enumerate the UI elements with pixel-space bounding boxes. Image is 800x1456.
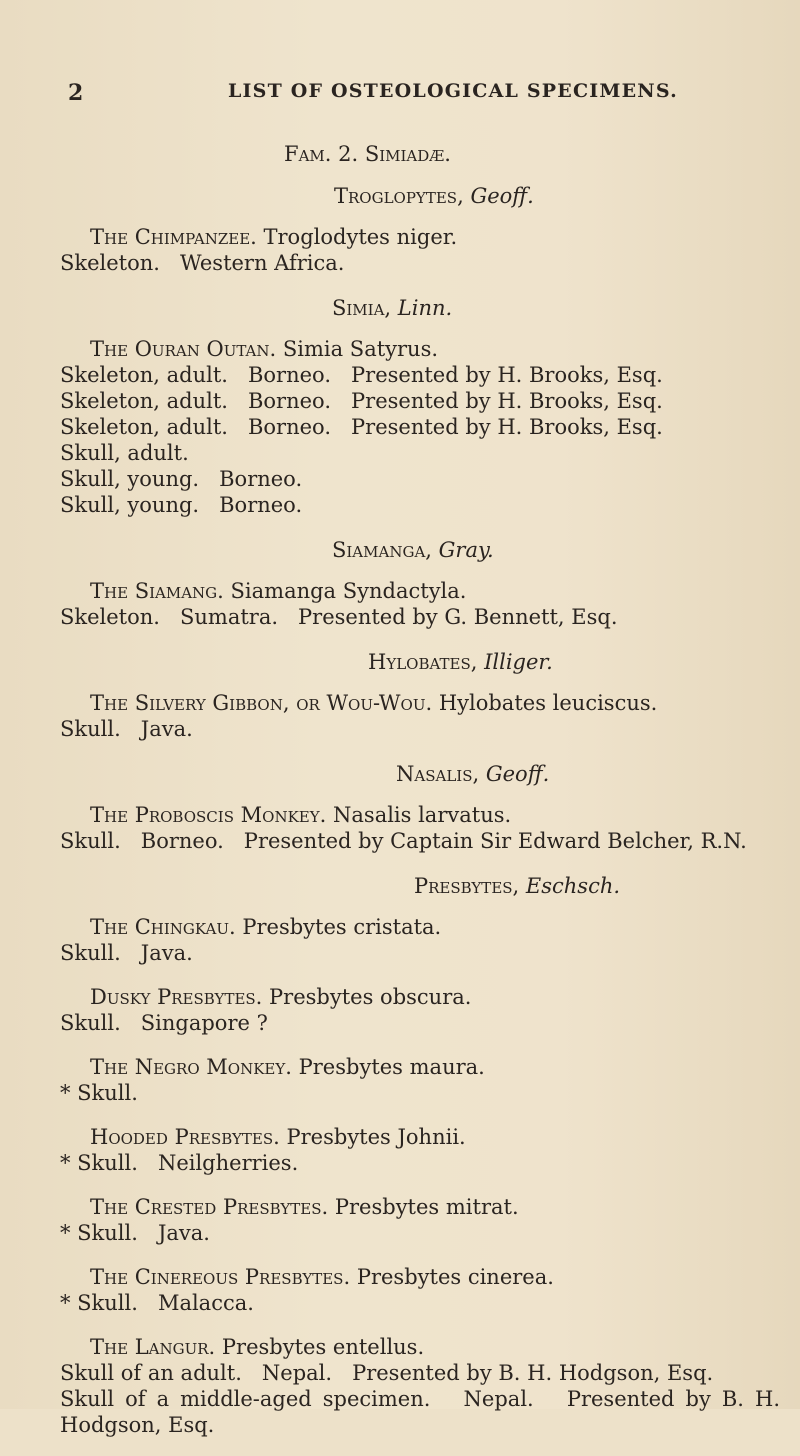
species-entry xyxy=(60,336,780,518)
latin-name: Presbytes obscura. xyxy=(269,985,472,1009)
specimen-line: Skull, adult. xyxy=(60,441,189,465)
species-entry xyxy=(60,802,780,854)
species-entry xyxy=(60,1054,780,1106)
genus-authority: Geoff. xyxy=(485,762,550,786)
species-entry xyxy=(60,914,780,966)
genus-authority: Illiger. xyxy=(484,650,553,674)
common-name: The Chimpanzee. xyxy=(90,225,257,249)
genus-heading xyxy=(60,648,780,676)
species-line xyxy=(60,1334,780,1360)
specimen-line: Skeleton. Sumatra. Presented by G. Bennett, Esq. xyxy=(60,605,618,629)
specimen-line: Skull of an adult. Nepal. Presented by B. H. Hodgson, Esq. xyxy=(60,1361,714,1385)
specimen-line: Skull. Singapore ? xyxy=(60,1011,268,1035)
genus-name: Nasalis, xyxy=(396,762,480,786)
specimen-line: * Skull. Neilgherries. xyxy=(60,1151,299,1175)
species-line xyxy=(60,1264,780,1290)
specimen-line: Skull, young. Borneo. xyxy=(60,467,303,491)
genus-heading xyxy=(60,536,780,564)
genus-name: Hylobates, xyxy=(368,650,478,674)
specimen-line: * Skull. Java. xyxy=(60,1221,210,1245)
common-name: The Siamang. xyxy=(90,579,224,603)
latin-name: Siamanga Syndactyla. xyxy=(230,579,467,603)
common-name: Hooded Presbytes. xyxy=(90,1125,280,1149)
latin-name: Presbytes cristata. xyxy=(242,915,442,939)
specimen-line: Skull. Java. xyxy=(60,941,193,965)
latin-name: Presbytes Johnii. xyxy=(286,1125,466,1149)
genus-authority: Linn. xyxy=(397,296,453,320)
species-line xyxy=(60,1194,780,1220)
specimen-line: * Skull. Malacca. xyxy=(60,1291,254,1315)
specimen-line: Skull. Java. xyxy=(60,717,193,741)
genus-heading xyxy=(60,760,780,788)
genus-name: Troglopytes, xyxy=(334,184,464,208)
specimen-line: * Skull. xyxy=(60,1081,138,1105)
species-entry xyxy=(60,1194,780,1246)
species-entry xyxy=(60,578,780,630)
common-name: The Chingkau. xyxy=(90,915,236,939)
species-line xyxy=(60,802,780,828)
genus-authority: Geoff. xyxy=(470,184,534,208)
species-line xyxy=(60,336,780,362)
species-line xyxy=(60,578,780,604)
latin-name: Hylobates leuciscus. xyxy=(438,691,658,715)
specimen-line: Skull, young. Borneo. xyxy=(60,493,303,517)
common-name: The Crested Presbytes. xyxy=(90,1195,329,1219)
genus-name: Simia, xyxy=(332,296,392,320)
latin-name: Presbytes cinerea. xyxy=(356,1265,554,1289)
specimen-line: Skeleton. Western Africa. xyxy=(60,251,345,275)
species-entry xyxy=(60,1334,787,1438)
genus-heading xyxy=(60,872,780,900)
latin-name: Presbytes maura. xyxy=(298,1055,485,1079)
latin-name: Simia Satyrus. xyxy=(282,337,439,361)
species-entry xyxy=(60,984,780,1036)
species-entry xyxy=(60,1124,780,1176)
common-name: The Ouran Outan. xyxy=(90,337,277,361)
species-line xyxy=(60,1054,780,1080)
common-name: Dusky Presbytes. xyxy=(90,985,263,1009)
running-title: LIST OF OSTEOLOGICAL SPECIMENS. xyxy=(228,80,678,102)
specimen-line: Skeleton, adult. Borneo. Presented by H. Brooks, Esq. xyxy=(60,389,663,413)
species-line xyxy=(60,224,780,250)
latin-name: Presbytes mitrat. xyxy=(334,1195,519,1219)
species-line xyxy=(60,1124,780,1150)
family-heading: Fam. 2. Simiadæ. xyxy=(284,142,451,166)
genus-name: Siamanga, xyxy=(332,538,432,562)
species-line xyxy=(60,690,780,716)
specimen-line: Skull of a middle-aged specimen. Nepal. Presented by B. H. Hodgson, Esq. xyxy=(60,1387,787,1437)
species-entry xyxy=(60,690,780,742)
genus-authority: Gray. xyxy=(438,538,494,562)
specimen-line: Skull. Borneo. Presented by Captain Sir Edward Belcher, R.N. xyxy=(60,829,747,853)
species-line xyxy=(60,914,780,940)
latin-name: Presbytes entellus. xyxy=(221,1335,425,1359)
species-line xyxy=(60,984,780,1010)
genus-heading xyxy=(60,182,780,210)
common-name: The Langur. xyxy=(90,1335,216,1359)
common-name: The Negro Monkey. xyxy=(90,1055,292,1079)
common-name: The Silvery Gibbon, or Wou-Wou. xyxy=(90,691,433,715)
latin-name: Troglodytes niger. xyxy=(263,225,458,249)
page-body xyxy=(60,140,787,1456)
running-header xyxy=(0,80,800,110)
latin-name: Nasalis larvatus. xyxy=(333,803,512,827)
species-entry xyxy=(60,1264,780,1316)
genus-name: Presbytes, xyxy=(414,874,520,898)
specimen-line: Skeleton, adult. Borneo. Presented by H. Brooks, Esq. xyxy=(60,415,663,439)
common-name: The Cinereous Presbytes. xyxy=(90,1265,351,1289)
page-number: 2 xyxy=(68,80,84,106)
genus-authority: Eschsch. xyxy=(525,874,621,898)
genus-heading xyxy=(60,294,780,322)
species-entry xyxy=(60,224,780,276)
specimen-line: Skeleton, adult. Borneo. Presented by H. Brooks, Esq. xyxy=(60,363,663,387)
common-name: The Proboscis Monkey. xyxy=(90,803,327,827)
